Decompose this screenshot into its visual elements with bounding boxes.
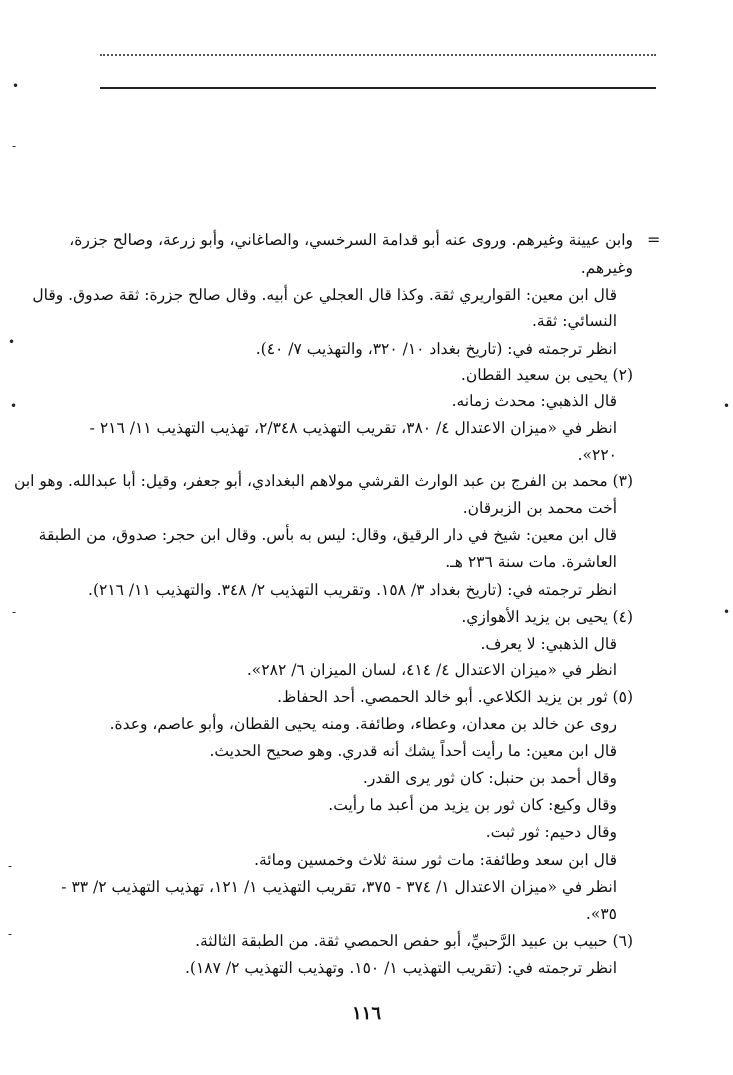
footnote-line: وقال وكيع: كان ثور بن يزيد من أعبد ما رأيت. [328, 796, 617, 814]
footnote-line: انظر في «ميزان الاعتدال ٤/ ٣٨٠، تقريب التهذيب ٢/٣٤٨، تهذيب التهذيب ١١/ ٢١٦ - [89, 419, 617, 437]
header-rule [100, 87, 656, 89]
margin-speck: • [12, 79, 20, 93]
footnote-line: العاشرة. مات سنة ٢٣٦ هـ. [445, 553, 617, 571]
footnote-line: انظر في «ميزان الاعتدال ٤/ ٤١٤، لسان الميزان ٦/ ٢٨٢». [246, 661, 617, 679]
footnote-line: وقال أحمد بن حنبل: كان ثور يرى القدر. [362, 769, 617, 787]
footnote-line: قال ابن معين: ما رأيت أحداً يشك أنه قدري. وهو صحيح الحديث. [209, 742, 617, 760]
footnote-line: النسائي: ثقة. [531, 312, 617, 330]
footnote-line: ٢٢٠». [577, 446, 617, 464]
footnote-line: وقال دحيم: ثور ثبت. [485, 823, 617, 841]
footnote-heading: (٥) ثور بن يزيد الكلاعي. أبو خالد الحمصي. أحد الحفاظ. [277, 688, 633, 706]
footnote-heading: (٢) يحيى بن سعيد القطان. [460, 366, 633, 384]
margin-speck: - [12, 605, 17, 619]
footnote-heading: (٣) محمد بن الفرج بن عبد الوارث القرشي مولاهم البغدادي، أبو جعفر، وقيل: أبا عبدالله. وهو ابن [14, 472, 633, 490]
margin-speck: • [10, 399, 18, 413]
header-dotted-rule [100, 54, 656, 56]
footnote-line: انظر في «ميزان الاعتدال ١/ ٣٧٤ - ٣٧٥، تقريب التهذيب ١/ ١٢١، تهذيب التهذيب ٢/ ٣٣ - [61, 878, 617, 896]
footnote-line: وابن عيينة وغيرهم. وروى عنه أبو قدامة السرخسي، والصاغاني، وأبو زرعة، وصالح جزرة، [69, 231, 633, 249]
footnote-heading: (٤) يحيى بن يزيد الأهوازي. [461, 608, 633, 626]
footnote-line: قال ابن معين: القواريري ثقة. وكذا قال العجلي عن أبيه. وقال صالح جزرة: ثقة صدوق. وقال [32, 286, 617, 304]
footnote-line: قال ابن سعد وطائفة: مات ثور سنة ثلاث وخمسين ومائة. [254, 851, 617, 869]
footnote-line: ٣٥». [585, 905, 617, 923]
footnote-heading: (٦) حبيب بن عبيد الرَّحبيِّ، أبو حفص الحمصي ثقة. من الطبقة الثالثة. [195, 932, 633, 950]
footnote-line: قال الذهبي: لا يعرف. [480, 635, 617, 653]
margin-speck: • [8, 335, 16, 349]
margin-speck: - [12, 139, 17, 153]
footnote-line: قال الذهبي: محدث زمانه. [451, 392, 617, 410]
margin-speck: • [723, 605, 731, 619]
footnote-line: أخت محمد بن الزبرقان. [462, 499, 617, 517]
continuation-marker: = [647, 230, 661, 249]
footnote-line: وغيرهم. [580, 259, 633, 277]
footnote-line: انظر ترجمته في: (تاريخ بغداد ٣/ ١٥٨. وتقريب التهذيب ٢/ ٣٤٨. والتهذيب ١١/ ٢١٦). [88, 581, 617, 599]
footnote-line: انظر ترجمته في: (تقريب التهذيب ١/ ١٥٠. وتهذيب التهذيب ٢/ ١٨٧). [184, 959, 617, 977]
footnote-line: روى عن خالد بن معدان، وعطاء، وطائفة. ومنه يحيى القطان، وأبو عاصم، وعدة. [109, 715, 617, 733]
margin-speck: - [8, 927, 13, 941]
footnote-line: انظر ترجمته في: (تاريخ بغداد ١٠/ ٣٢٠، والتهذيب ٧/ ٤٠). [255, 340, 617, 358]
margin-speck: • [723, 399, 731, 413]
margin-speck: - [8, 859, 13, 873]
footnote-line: قال ابن معين: شيخ في دار الرقيق، وقال: ليس به بأس. وقال ابن حجر: صدوق، من الطبقة [38, 526, 617, 544]
page-number: ١١٦ [351, 1003, 381, 1024]
